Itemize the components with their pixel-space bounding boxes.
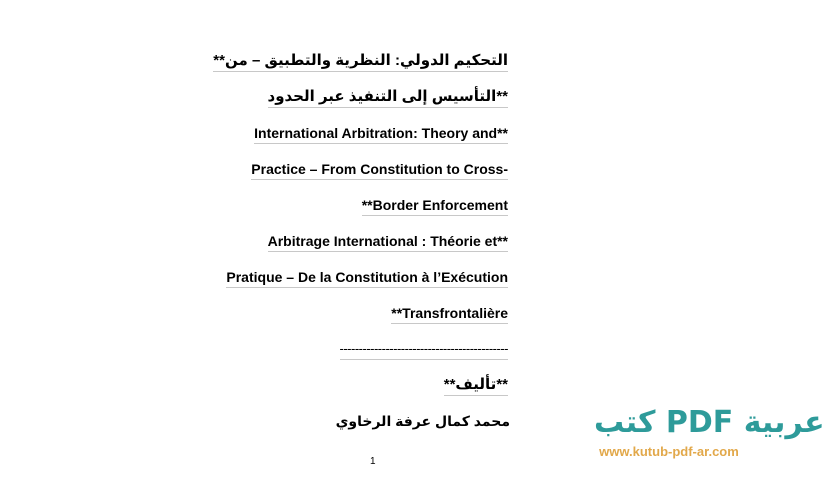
english-title-line-2: Practice – From Constitution to Cross- [251, 160, 508, 180]
author-heading: **تأليف** [444, 376, 508, 396]
author-name: محمد كمال عرفة الرخاوي [335, 413, 510, 429]
separator-line: -------------------------------------------- [340, 340, 508, 360]
arabic-title-line-2: التأسيس إلى التنفيذ عبر الحدود** [268, 88, 509, 108]
arabic-title-line-1: **التحكيم الدولي: النظرية والتطبيق – من [213, 52, 508, 72]
french-title-line-2: Pratique – De la Constitution à l’Exécution [226, 268, 508, 288]
french-title-line-1: Arbitrage International : Théorie et** [268, 232, 508, 252]
watermark-url: www.kutub-pdf-ar.com [599, 444, 739, 459]
english-title-line-1: International Arbitration: Theory and** [254, 124, 508, 144]
site-watermark-logo [594, 405, 825, 460]
english-title-line-3: **Border Enforcement [362, 196, 508, 216]
watermark-title: كتب PDF عربية [594, 405, 825, 440]
french-title-line-3: **Transfrontalière [391, 304, 508, 324]
page-number: 1 [370, 456, 376, 467]
